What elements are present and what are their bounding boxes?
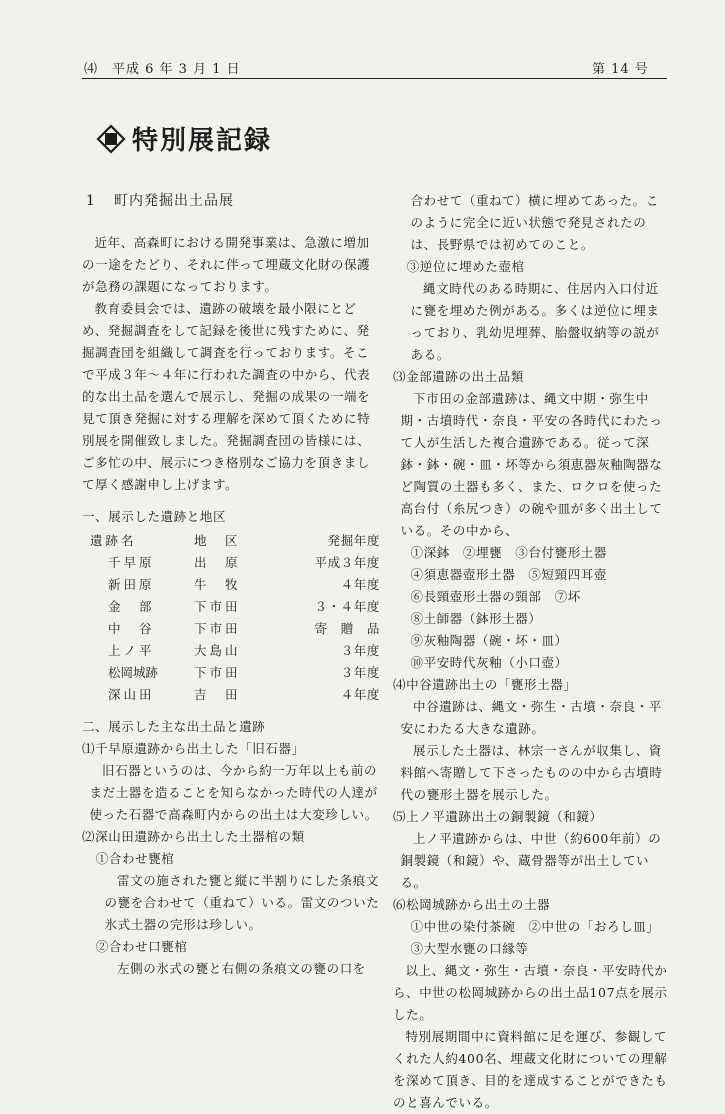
item-5-text: 上ノ平遺跡からは、中世（約600年前）の銅製鏡（和鏡）や、蔵骨器等が出土している。 — [400, 831, 662, 890]
section-number: 1 — [86, 193, 96, 209]
right-column — [393, 190, 668, 1114]
section-heading — [86, 190, 234, 210]
square-bullet-icon — [96, 124, 126, 154]
site-area: 牛 牧 — [194, 577, 241, 592]
site-year: ３・４年度 — [314, 599, 380, 614]
site-name: 中 谷 — [108, 621, 155, 636]
items-heading: 二、展示した主な出土品と遺跡 — [82, 719, 266, 734]
site-name: 松岡城跡 — [108, 665, 159, 680]
site-area: 吉 田 — [194, 687, 241, 702]
sites-table-header — [82, 530, 380, 552]
list-item: ⑧土師器（鉢形土器） — [410, 611, 542, 626]
table-row — [82, 662, 380, 684]
col-header-year: 発掘年度 — [327, 533, 380, 548]
site-area: 下市田 — [194, 621, 241, 636]
table-row — [82, 574, 380, 596]
item-6-title: ⑹松岡城跡から出土の土器 — [393, 897, 551, 912]
item-4-text-1: 中谷遺跡は、縄文・弥生・古墳・奈良・平安にわたる大きな遺跡。 — [400, 699, 662, 736]
header-rule — [82, 78, 667, 79]
site-year: 寄 贈 品 — [314, 621, 380, 636]
intro-paragraph-1: 近年、高森町における開発事業は、急激に増加の一途をたどり、それに伴って埋蔵文化財の保護が急務の課題になっております。 — [82, 235, 371, 294]
sites-table — [82, 530, 380, 706]
list-item: ⑩平安時代灰釉（小口壺） — [410, 655, 568, 670]
list-item: ⑨灰釉陶器（碗・坏・皿） — [410, 633, 568, 648]
item-3-title: ⑶金部遺跡の出土品類 — [393, 369, 525, 384]
item-2a-text: 雷文の施された甕と縦に半割りにした条痕文の甕を合わせて（重ねて）いる。雷文のついた氷式土器の完形は珍しい。 — [104, 873, 380, 932]
item-2b-text: 左側の氷式の甕と右側の条痕文の甕の口を — [117, 961, 366, 976]
site-name: 上ノ平 — [108, 643, 155, 658]
site-area: 大島山 — [194, 643, 241, 658]
table-row — [82, 552, 380, 574]
site-name: 新田原 — [108, 577, 155, 592]
site-year: ３年度 — [340, 643, 380, 658]
item-2b-title: ②合わせ口甕棺 — [95, 939, 188, 954]
table-row — [82, 596, 380, 618]
list-item: ①深鉢 ②埋甕 ③台付甕形土器 — [410, 545, 608, 560]
intro-paragraph-2: 教育委員会では、遺跡の破壊を最小限にとどめ、発掘調査をして記録を後世に残すために、発掘調査団を組織して調査を行っております。そこで平成３年〜４年に行われた調査の中から、代表的な出土品を選んで展示し、発掘の成果の一端を見て頂き発掘に対する理解を深めて頂くために特別展を開催致しました。発掘調査団の皆様には、ご多忙の中、展示につき格別なご協力を頂きまして厚く感謝申し上げます。 — [82, 301, 371, 492]
item-2-title: ⑵深山田遺跡から出土した土器棺の類 — [82, 829, 305, 844]
site-name: 千早原 — [108, 555, 155, 570]
item-2c-text: 縄文時代のある時期に、住居内入口付近に甕を埋めた例がある。多くは逆位に埋まっており、乳幼児埋葬、胎盤収納等の説がある。 — [410, 281, 660, 362]
page-title: 特別展記録 — [132, 126, 273, 156]
site-year: ３年度 — [340, 665, 380, 680]
list-item: ①中世の染付茶碗 ②中世の「おろし皿」 — [410, 919, 660, 934]
col-header-site: 遺跡名 — [90, 533, 137, 548]
item-5-title: ⑸上ノ平遺跡出土の銅製鏡（和鏡） — [393, 809, 603, 824]
issue-date: ⑷ 平成 6 年 3 月 1 日 — [84, 62, 241, 77]
table-row — [82, 640, 380, 662]
item-2a-title: ①合わせ甕棺 — [95, 851, 175, 866]
site-area: 出 原 — [194, 555, 241, 570]
left-column — [82, 232, 382, 980]
list-item: ③大型水甕の口縁等 — [410, 941, 529, 956]
site-year: ４年度 — [340, 687, 380, 702]
summary-paragraph-2: 特別展期間中に資料館に足を運び、参観してくれた人約400名、埋蔵文化財についての理解を深めて頂き、目的を達成することができたものと喜んでいる。 — [393, 1029, 668, 1110]
item-1-title: ⑴千早原遺跡から出土した「旧石器」 — [82, 741, 305, 756]
site-name: 深山田 — [108, 687, 155, 702]
title-block — [96, 120, 272, 157]
site-area: 下市田 — [194, 665, 241, 680]
list-item: ④須恵器壺形土器 ⑤短頸四耳壺 — [410, 567, 608, 582]
item-2c-title: ③逆位に埋めた壺棺 — [406, 259, 525, 274]
table-row — [82, 684, 380, 706]
site-area: 下市田 — [194, 599, 241, 614]
site-year: ４年度 — [340, 577, 380, 592]
site-name: 金 部 — [108, 599, 155, 614]
item-4-title: ⑷中谷遺跡出土の「甕形土器」 — [393, 677, 577, 692]
list-item: ⑥長頸壺形土器の頸部 ⑦坏 — [410, 589, 581, 604]
item-1-text: 旧石器というのは、今から約一万年以上も前のまだ土器を造ることを知らなかった時代の人達が使った石器で高森町内からの出土は大変珍しい。 — [89, 763, 378, 822]
item-4-text-2: 展示した土器は、林宗一さんが収集し、資料館へ寄贈して下さったものの中から古墳時代の甕形土器を展示した。 — [400, 743, 663, 802]
item-2b-continued: 合わせて（重ねて）横に埋めてあった。このように完全に近い状態で発見されたのは、長野県では初めてのこと。 — [410, 193, 659, 252]
site-year: 平成３年度 — [314, 555, 380, 570]
item-3-text: 下市田の金部遺跡は、縄文中期・弥生中期・古墳時代・奈良・平安の各時代にわたって人が生活した複合遺跡である。従って深鉢・鉢・碗・皿・坏等から須恵器灰釉陶器など陶質の土器も多く、また、ロクロを使った高台付（糸尻つき）の碗や皿が多く出土している。その中から、 — [400, 391, 663, 538]
summary-paragraph-1: 以上、縄文・弥生・古墳・奈良・平安時代から、中世の松岡城跡からの出土品107点を展示した。 — [393, 963, 668, 1022]
section-title: 町内発掘出土品展 — [114, 193, 234, 209]
issue-number: 第 14 号 — [592, 62, 649, 77]
table-row — [82, 618, 380, 640]
sites-heading: 一、展示した遺跡と地区 — [82, 509, 227, 524]
col-header-area: 地 区 — [194, 533, 241, 548]
